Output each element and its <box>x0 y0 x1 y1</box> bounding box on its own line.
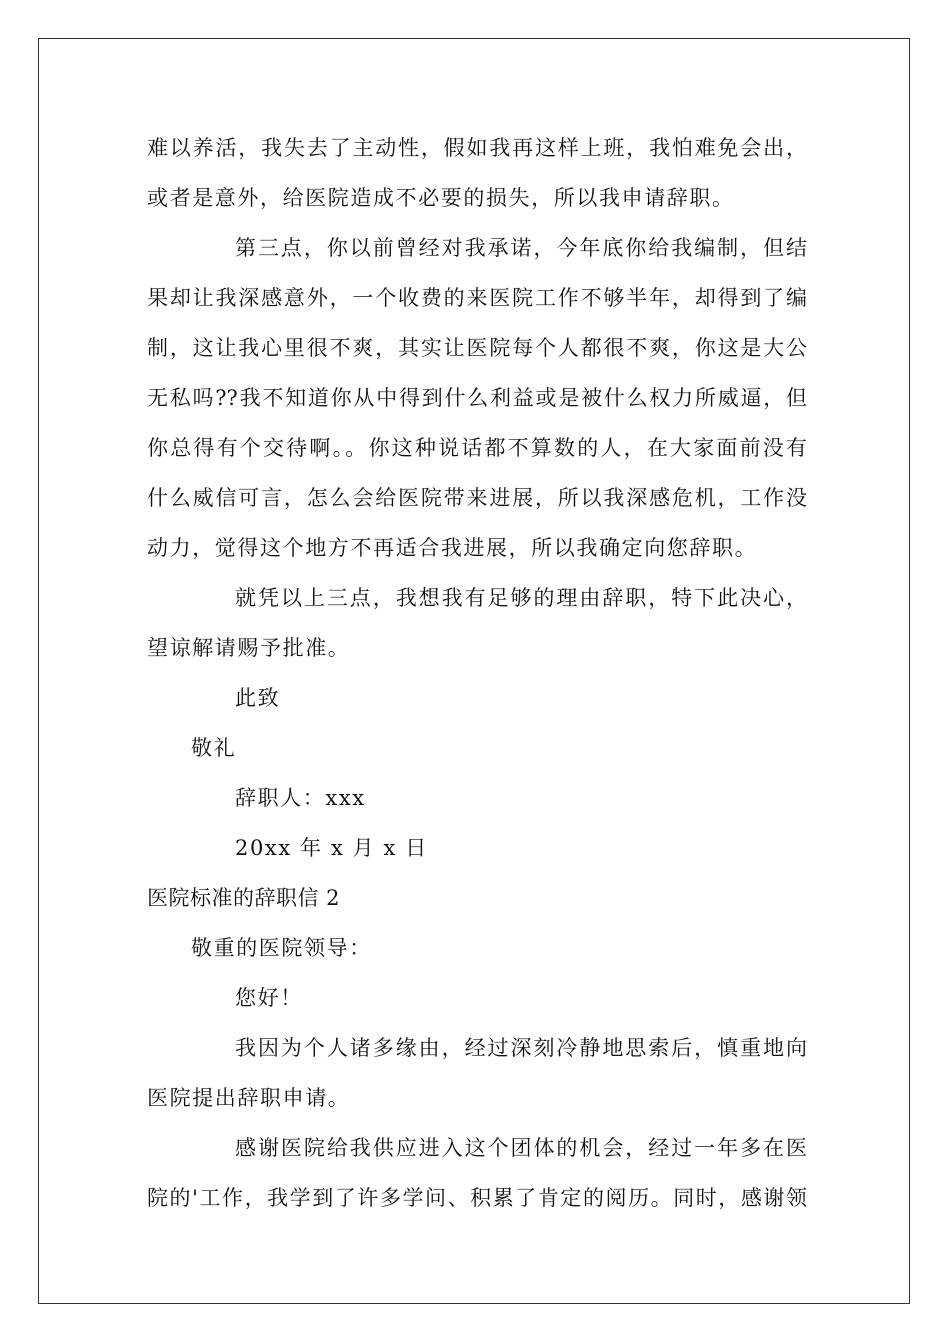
paragraph-line: 感谢医院给我供应进入这个团体的机会，经过一年多在医 <box>235 1136 807 1160</box>
document-body <box>147 128 807 1228</box>
paragraph-line: 望谅解请赐予批准。 <box>147 636 351 660</box>
paragraph-line: 制，这让我心里很不爽，其实让医院每个人都很不爽，你这是大公 <box>147 336 807 360</box>
paragraph-line: 你总得有个交待啊。。你这种说话都不算数的人，在大家面前没有 <box>147 436 807 460</box>
greeting-line: 敬重的医院领导： <box>191 936 372 960</box>
paragraph-line: 动力，觉得这个地方不再适合我进展，所以我确定向您辞职。 <box>147 536 758 560</box>
paragraph-line: 果却让我深感意外，一个收费的来医院工作不够半年，却得到了编 <box>147 286 807 310</box>
greeting-line: 您好！ <box>235 986 303 1010</box>
paragraph-line: 医院提出辞职申请。 <box>147 1086 351 1110</box>
paragraph-line: 无私吗??我不知道你从中得到什么利益或是被什么权力所威逼，但 <box>147 386 807 410</box>
date-line: 20xx 年 x 月 x 日 <box>235 836 428 860</box>
closing-line: 此致 <box>235 686 281 710</box>
section-title: 医院标准的辞职信 2 <box>147 886 341 910</box>
paragraph-line: 院的'工作，我学到了许多学问、积累了肯定的阅历。同时，感谢领 <box>147 1186 807 1210</box>
paragraph-line: 难以养活，我失去了主动性，假如我再这样上班，我怕难免会出， <box>147 136 807 160</box>
paragraph-line: 第三点，你以前曾经对我承诺，今年底你给我编制，但结 <box>235 236 807 260</box>
paragraph-line: 什么威信可言，怎么会给医院带来进展，所以我深感危机，工作没 <box>147 486 807 510</box>
salutation-line: 敬礼 <box>191 736 237 760</box>
signature-line: 辞职人：xxx <box>235 786 366 810</box>
paragraph-line: 就凭以上三点，我想我有足够的理由辞职，特下此决心， <box>235 586 807 610</box>
paragraph-line: 我因为个人诸多缘由，经过深刻冷静地思索后，慎重地向 <box>235 1036 807 1060</box>
paragraph-line: 或者是意外，给医院造成不必要的损失，所以我申请辞职。 <box>147 186 735 210</box>
